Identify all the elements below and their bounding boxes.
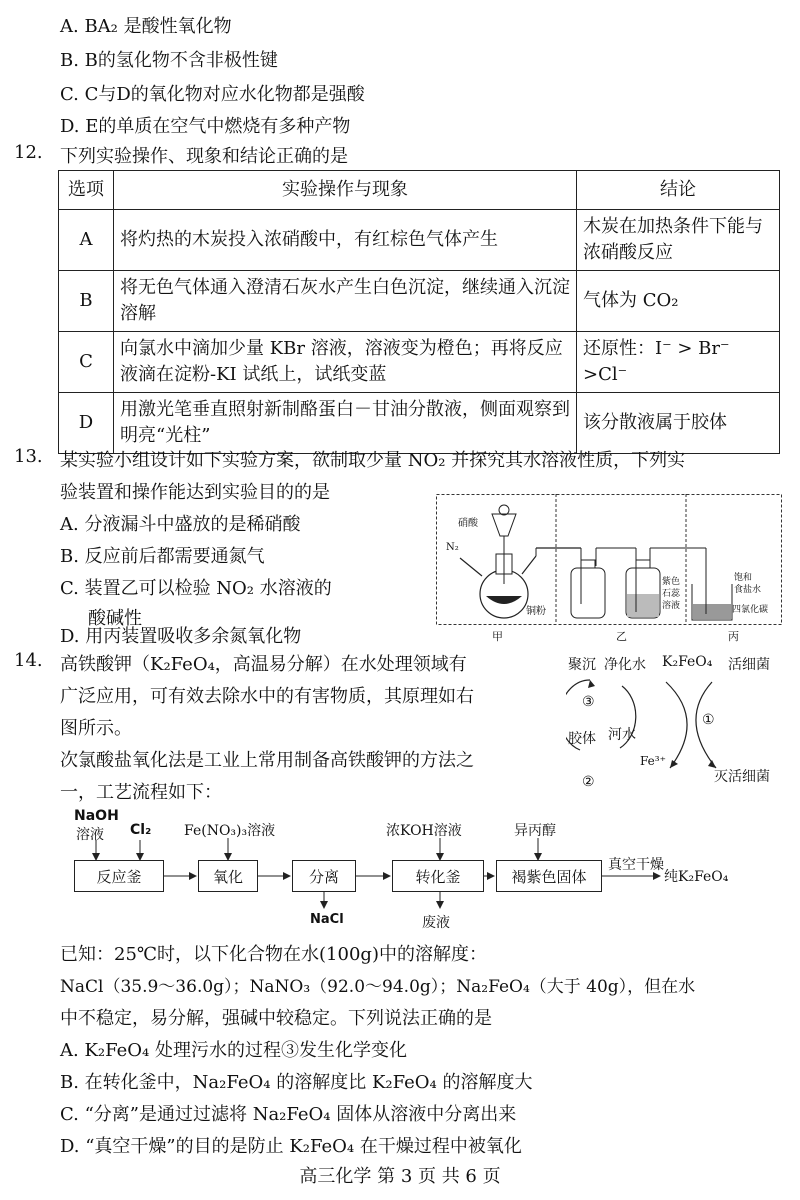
label-river-water: 河水: [608, 727, 636, 743]
apparatus-drawing: [436, 494, 782, 646]
q12-table: [58, 170, 780, 454]
q14-para2-line2: 一，工艺流程如下：: [60, 782, 222, 803]
label-sediment: 聚沉: [568, 657, 596, 673]
header-operation: 实验操作与现象: [114, 171, 577, 210]
label-step-1: ①: [702, 712, 715, 728]
q12-stem: 下列实验操作、现象和结论正确的是: [60, 146, 348, 167]
flow-box-conversion: 转化釜: [392, 860, 484, 892]
q12-number: 12.: [14, 142, 43, 163]
label-nitric-acid: 硝酸: [458, 518, 478, 529]
input-koh: 浓KOH溶液: [386, 823, 462, 839]
row-operation: 将灼热的木炭投入浓硝酸中，有红棕色气体产生: [114, 210, 577, 271]
q13-option-c-line1: C. 装置乙可以检验 NO₂ 水溶液的: [60, 578, 332, 599]
page-footer: 高三化学 第 3 页 共 6 页: [299, 1166, 501, 1187]
table-row: [59, 271, 780, 332]
q11-option-b: B. B的氢化物不含非极性键: [60, 50, 278, 71]
row-option: D: [59, 393, 114, 454]
input-naoh-2: 溶液: [76, 827, 104, 843]
table-row: [59, 393, 780, 454]
output-waste: 废液: [422, 915, 450, 931]
q14-known-line3: 中不稳定，易分解，强碱中较稳定。下列说法正确的是: [60, 1008, 492, 1029]
label-step-3: ③: [582, 694, 595, 710]
label-live-bacteria: 活细菌: [728, 657, 770, 673]
q14-para1-line3: 图所示。: [60, 718, 132, 739]
flow-box-reactor: 反应釜: [74, 860, 164, 892]
flow-box-solid: 褐紫色固体: [496, 860, 602, 892]
q13-option-d: D. 用丙装置吸收多余氮氧化物: [60, 626, 302, 647]
row-option: A: [59, 210, 114, 271]
table-row: [59, 332, 780, 393]
q13-option-b: B. 反应前后都需要通氮气: [60, 546, 265, 567]
q11-option-a: A. BA₂ 是酸性氧化物: [60, 16, 232, 37]
q13-stem-line1: 某实验小组设计如下实验方案，欲制取少量 NO₂ 并探究其水溶液性质，下列实: [60, 450, 686, 471]
q13-number: 13.: [14, 446, 43, 467]
row-conclusion: 木炭在加热条件下能与浓硝酸反应: [577, 210, 780, 271]
label-clean-water: 净化水: [604, 657, 646, 673]
row-conclusion: 气体为 CO₂: [577, 271, 780, 332]
row-conclusion: 该分散液属于胶体: [577, 393, 780, 454]
label-k2feo4: K₂FeO₄: [662, 654, 713, 670]
label-ccl4: 四氯化碳: [732, 605, 769, 615]
q14-option-a: A. K₂FeO₄ 处理污水的过程③发生化学变化: [60, 1040, 407, 1061]
label-litmus-3: 溶液: [662, 601, 681, 611]
q14-para1-line1: 高铁酸钾（K₂FeO₄，高温易分解）在水处理领域有: [60, 654, 467, 675]
label-vacuum-dry: 真空干燥: [608, 857, 664, 873]
row-conclusion: 还原性：I⁻ > Br⁻ >Cl⁻: [577, 332, 780, 393]
apparatus-figure: [436, 494, 782, 646]
flow-box-oxidation: 氧化: [198, 860, 258, 892]
header-conclusion: 结论: [577, 171, 780, 210]
q14-para2-line1: 次氯酸盐氧化法是工业上常用制备高铁酸钾的方法之: [60, 750, 474, 771]
table-row: [59, 210, 780, 271]
q11-option-c: C. C与D的氧化物对应水化物都是强酸: [60, 84, 365, 105]
label-dead-bacteria: 灭活细菌: [714, 769, 770, 785]
label-brine-2: 食盐水: [734, 585, 762, 595]
q14-option-d: D. “真空干燥”的目的是防止 K₂FeO₄ 在干燥过程中被氧化: [60, 1136, 522, 1157]
table-header-row: [59, 171, 780, 210]
row-operation: 用激光笔垂直照射新制酪蛋白－甘油分散液，侧面观察到明亮“光柱”: [114, 393, 577, 454]
label-colloid: 胶体: [568, 731, 596, 747]
row-operation: 向氯水中滴加少量 KBr 溶液，溶液变为橙色；再将反应液滴在淀粉-KI 试纸上，试纸变蓝: [114, 332, 577, 393]
input-isopropanol: 异丙醇: [514, 823, 556, 839]
input-fe-nitrate: Fe(NO₃)₃溶液: [184, 823, 276, 839]
q14-known-line2: NaCl（35.9～36.0g）；NaNO₃（92.0～94.0g）；Na₂FeO₄（大于 40g），但在水: [60, 977, 696, 997]
q14-option-b: B. 在转化釜中，Na₂FeO₄ 的溶解度比 K₂FeO₄ 的溶解度大: [60, 1072, 533, 1093]
row-operation: 将无色气体通入澄清石灰水产生白色沉淀，继续通入沉淀溶解: [114, 271, 577, 332]
q13-option-a: A. 分液漏斗中盛放的是稀硝酸: [60, 514, 301, 535]
label-brine-1: 饱和: [734, 573, 753, 583]
q14-known-line1: 已知：25℃时，以下化合物在水(100g)中的溶解度：: [60, 944, 487, 965]
label-part-bing: 丙: [728, 630, 739, 643]
label-fe3: Fe³⁺: [640, 754, 666, 768]
q13-option-c-line2: 酸碱性: [88, 608, 142, 629]
label-step-2: ②: [582, 774, 595, 790]
label-copper-powder: 铜粉: [526, 606, 546, 617]
label-part-jia: 甲: [492, 630, 503, 643]
label-part-yi: 乙: [616, 630, 627, 643]
header-option: 选项: [59, 171, 114, 210]
flow-box-separation: 分离: [292, 860, 356, 892]
output-nacl: NaCl: [310, 912, 344, 927]
q11-option-d: D. E的单质在空气中燃烧有多种产物: [60, 116, 351, 137]
mechanism-cycle-diagram: [566, 650, 786, 798]
input-naoh-1: NaOH: [74, 808, 119, 824]
label-litmus-1: 紫色: [662, 577, 681, 587]
input-cl2: Cl₂: [130, 822, 152, 838]
label-n2: N₂: [446, 542, 459, 553]
q14-number: 14.: [14, 650, 43, 671]
process-flow-diagram: [60, 808, 760, 936]
row-option: B: [59, 271, 114, 332]
row-option: C: [59, 332, 114, 393]
q13-stem-line2: 验装置和操作能达到实验目的的是: [60, 482, 330, 503]
q14-para1-line2: 广泛应用，可有效去除水中的有害物质，其原理如右: [60, 686, 474, 707]
label-product: 纯K₂FeO₄: [664, 869, 729, 885]
q14-option-c: C. “分离”是通过过滤将 Na₂FeO₄ 固体从溶液中分离出来: [60, 1104, 517, 1125]
label-litmus-2: 石蕊: [662, 589, 681, 599]
